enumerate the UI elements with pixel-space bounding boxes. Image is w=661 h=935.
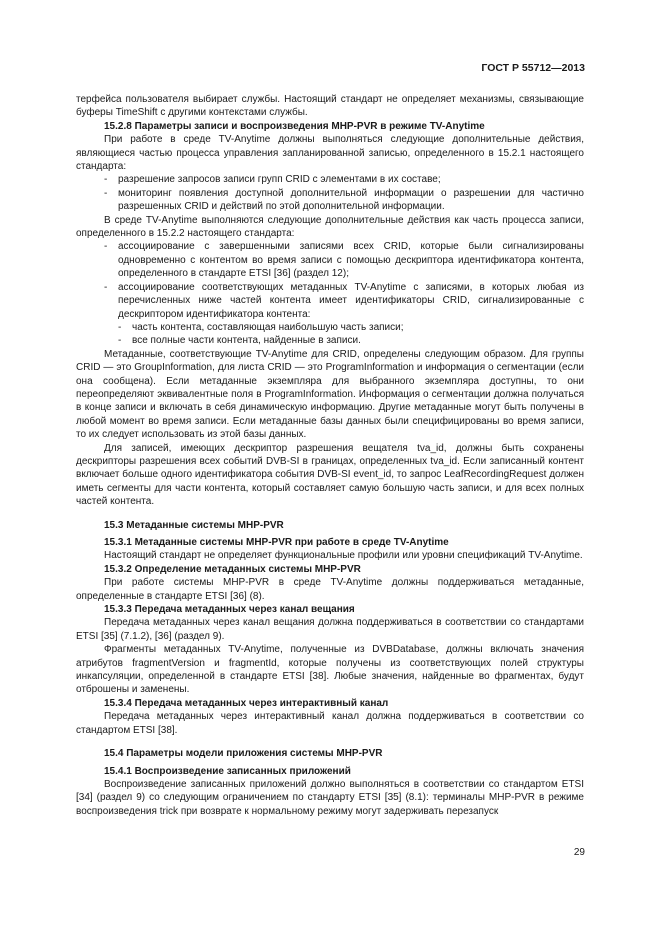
list-item-text: мониторинг появления доступной дополнительной информации о разрешении для частично разрешенных CRID и действий по этой дополнительной информации.	[118, 187, 584, 213]
page-number: 29	[573, 847, 585, 858]
list-item	[76, 321, 584, 334]
list-item-text: ассоциирование соответствующих метаданных TV-Anytime с записями, в которых любая из перечисленных ниже частей контента имеет идентификаторы CRID, сигнализированные с дескриптором идентификатора контента:	[118, 281, 584, 320]
document-id: ГОСТ Р 55712—2013	[481, 62, 585, 74]
list-item	[76, 187, 584, 214]
paragraph: В среде TV-Anytime выполняются следующие дополнительные действия как часть процесса записи, определенного в 15.2.2 настоящего стандарта:	[76, 214, 584, 240]
list-item	[76, 173, 584, 186]
list-item	[76, 334, 584, 347]
paragraph: Передача метаданных через канал вещания должна поддерживаться в соответствии со стандартами ETSI [35] (7.1.2), [36] (раздел 9).	[76, 617, 584, 642]
section-heading-15-4-1: 15.4.1 Воспроизведение записанных приложений	[104, 765, 351, 777]
list-item	[76, 240, 584, 280]
section-heading-15-2-8: 15.2.8 Параметры записи и воспроизведения MHP-PVR в режиме TV-Anytime	[104, 120, 485, 132]
paragraph: терфейса пользователя выбирает службы. Настоящий стандарт не определяет механизмы, связывающие буферы TimeShift с другими контекстами службы.	[76, 94, 584, 119]
bullet-mark: -	[118, 321, 122, 333]
section-heading-15-3: 15.3 Метаданные системы MHP-PVR	[104, 519, 284, 531]
list-item-text: все полные части контента, найденные в записи.	[132, 335, 361, 347]
paragraph: Фрагменты метаданных TV-Anytime, полученные из DVBDatabase, должны включать значения атрибутов fragmentVersion и fragmentId, которые получены из соответствующих полей структуры инкапсуляции, определенной в стандарте ETSI [38]. Любые значения, найденные во фрагментах, будут отброшены и заменены.	[76, 644, 584, 696]
bullet-mark: -	[104, 174, 108, 186]
section-heading-15-3-2: 15.3.2 Определение метаданных системы MHP-PVR	[104, 563, 361, 575]
paragraph: Настоящий стандарт не определяет функциональные профили или уровни спецификаций TV-Anytime.	[104, 550, 583, 562]
paragraph: Воспроизведение записанных приложений должно выполняться в соответствии со стандартом ETSI [34] (раздел 9) со следующим ограничением по стандарту ETSI [35] (8.1): терминалы MHP-PVR в режиме воспроизведения trick при возврате к нормальному режиму могут задерживать перезапуск	[76, 778, 584, 817]
bullet-mark: -	[104, 241, 108, 253]
paragraph: При работе системы MHP-PVR в среде TV-Anytime должны поддерживаться метаданные, определенные в стандарте ETSI [36] (8).	[76, 577, 584, 602]
paragraph: При работе в среде TV-Anytime должны выполняться следующие дополнительные действия, являющиеся частью процесса управления запланированной записью, определенного в 15.2.1 настоящего стандарта:	[76, 134, 584, 173]
list-item	[76, 281, 584, 321]
list-item-text: разрешение запросов записи групп CRID с элементами в их составе;	[118, 174, 441, 186]
paragraph: Метаданные, соответствующие TV-Anytime для CRID, определены следующим образом. Для группы CRID — это GroupInformation, для листа CRID — это ProgramInformation и информация о сегментации (если она сообщена). Если метаданные экземпляра для выбранного экземпляра доступны, то они переопределяют эквивалентные поля в ProgramInformation. Информация о сегментации должна получаться в конце записи и включать в себя динамическую информацию. Другие метаданные могут быть получены в любой момент во время записи. Если метаданные базы данных были специфицированы во время записи, то их следует использовать из этой базы данных.	[76, 348, 584, 441]
bullet-mark: -	[104, 281, 108, 293]
section-heading-15-3-4: 15.3.4 Передача метаданных через интерактивный канал	[104, 697, 389, 709]
section-heading-15-3-3: 15.3.3 Передача метаданных через канал вещания	[104, 604, 355, 616]
paragraph: Передача метаданных через интерактивный канал должна поддерживаться в соответствии со стандартом ETSI [38].	[76, 711, 584, 736]
document-body	[76, 93, 584, 818]
list-item-text: ассоциирование с завершенными записями всех CRID, которые были сигнализированы одновременно с контентом во время записи с помощью дескриптора идентификатора контента, определенного в стандарте ETSI [36] (раздел 12);	[118, 241, 584, 280]
bullet-mark: -	[118, 335, 122, 347]
list-item-text: часть контента, составляющая наибольшую часть записи;	[132, 321, 404, 333]
bullet-mark: -	[104, 187, 108, 199]
section-heading-15-4: 15.4 Параметры модели приложения системы MHP-PVR	[104, 748, 383, 760]
section-heading-15-3-1: 15.3.1 Метаданные системы MHP-PVR при работе в среде TV-Anytime	[104, 537, 449, 548]
paragraph: Для записей, имеющих дескриптор разрешения вещателя tva_id, должны быть сохранены дескрипторы разрешения всех событий DVB-SI в границах, определенных tva_id. Если записанный контент включает больше одного идентификатора события DVB-SI event_id, то запрос LeafRecordingRequest должен иметь сегменты для части контента, который составляет самую большую часть записи, и для всех полных частей контента.	[76, 442, 584, 508]
